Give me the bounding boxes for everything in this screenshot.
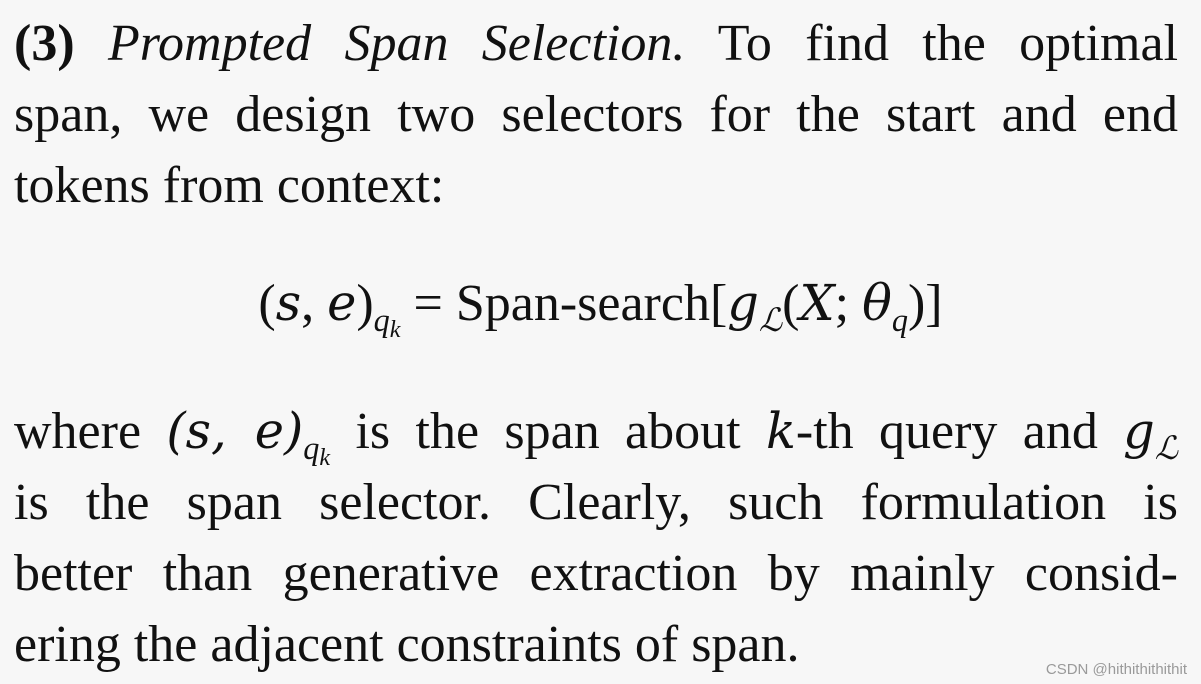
math-var-theta: θ (862, 274, 892, 332)
math-var-k: k (765, 402, 796, 460)
paragraph-line (14, 8, 1178, 79)
math-sub-q: q (373, 302, 390, 339)
body-text: where (14, 403, 167, 460)
math-equals: = (400, 275, 456, 332)
math-sub-k: k (389, 316, 401, 344)
math-paren: ) (907, 275, 926, 332)
math-sub-q: q (891, 302, 908, 339)
math-var-g: g (1123, 402, 1155, 460)
math-sub-k: k (319, 444, 331, 472)
paragraph-line: span, we design two selectors for the start and end (14, 86, 1178, 143)
watermark: CSDN @hithithithithit (1045, 661, 1187, 678)
math-sub-L: ℒ (1154, 429, 1179, 468)
math-sub-q: q (303, 430, 320, 467)
math-inline: (s, e) (166, 402, 304, 460)
math-subscript (303, 430, 331, 472)
section-label: (3) (14, 15, 75, 72)
paragraph-line: is the span selector. Clearly, such formulation is (14, 474, 1178, 531)
math-var-X: X (799, 274, 835, 332)
math-sub-L: ℒ (758, 301, 783, 340)
math-subscript (373, 302, 401, 344)
math-var-e: e (327, 274, 357, 332)
paragraph-line (14, 396, 1179, 472)
body-text: To find the optimal (717, 15, 1179, 72)
body-text: -th query and (795, 403, 1124, 460)
math-semicolon: ; (834, 275, 863, 332)
math-paren: ( (258, 275, 276, 332)
math-comma: , (301, 275, 328, 332)
paragraph-line: better than generative extraction by mainly consid- (14, 545, 1178, 602)
math-paren: ) (356, 275, 374, 332)
math-var-g: g (727, 274, 759, 332)
section-title: Prompted Span Selection. (107, 15, 686, 72)
math-function-name: Span-search (455, 275, 710, 332)
paragraph-where (14, 396, 1178, 680)
paragraph-line: tokens from context: (14, 157, 445, 214)
math-paren: ( (782, 275, 800, 332)
math-bracket: ] (925, 275, 943, 332)
paragraph-line: ering the adjacent constraints of span. (14, 616, 800, 673)
body-text: is the span about (330, 403, 766, 460)
math-var-s: s (275, 274, 302, 332)
math-bracket: [ (709, 275, 728, 332)
paragraph-prompted-span-selection (14, 8, 1178, 221)
span-search-equation (0, 268, 1201, 348)
